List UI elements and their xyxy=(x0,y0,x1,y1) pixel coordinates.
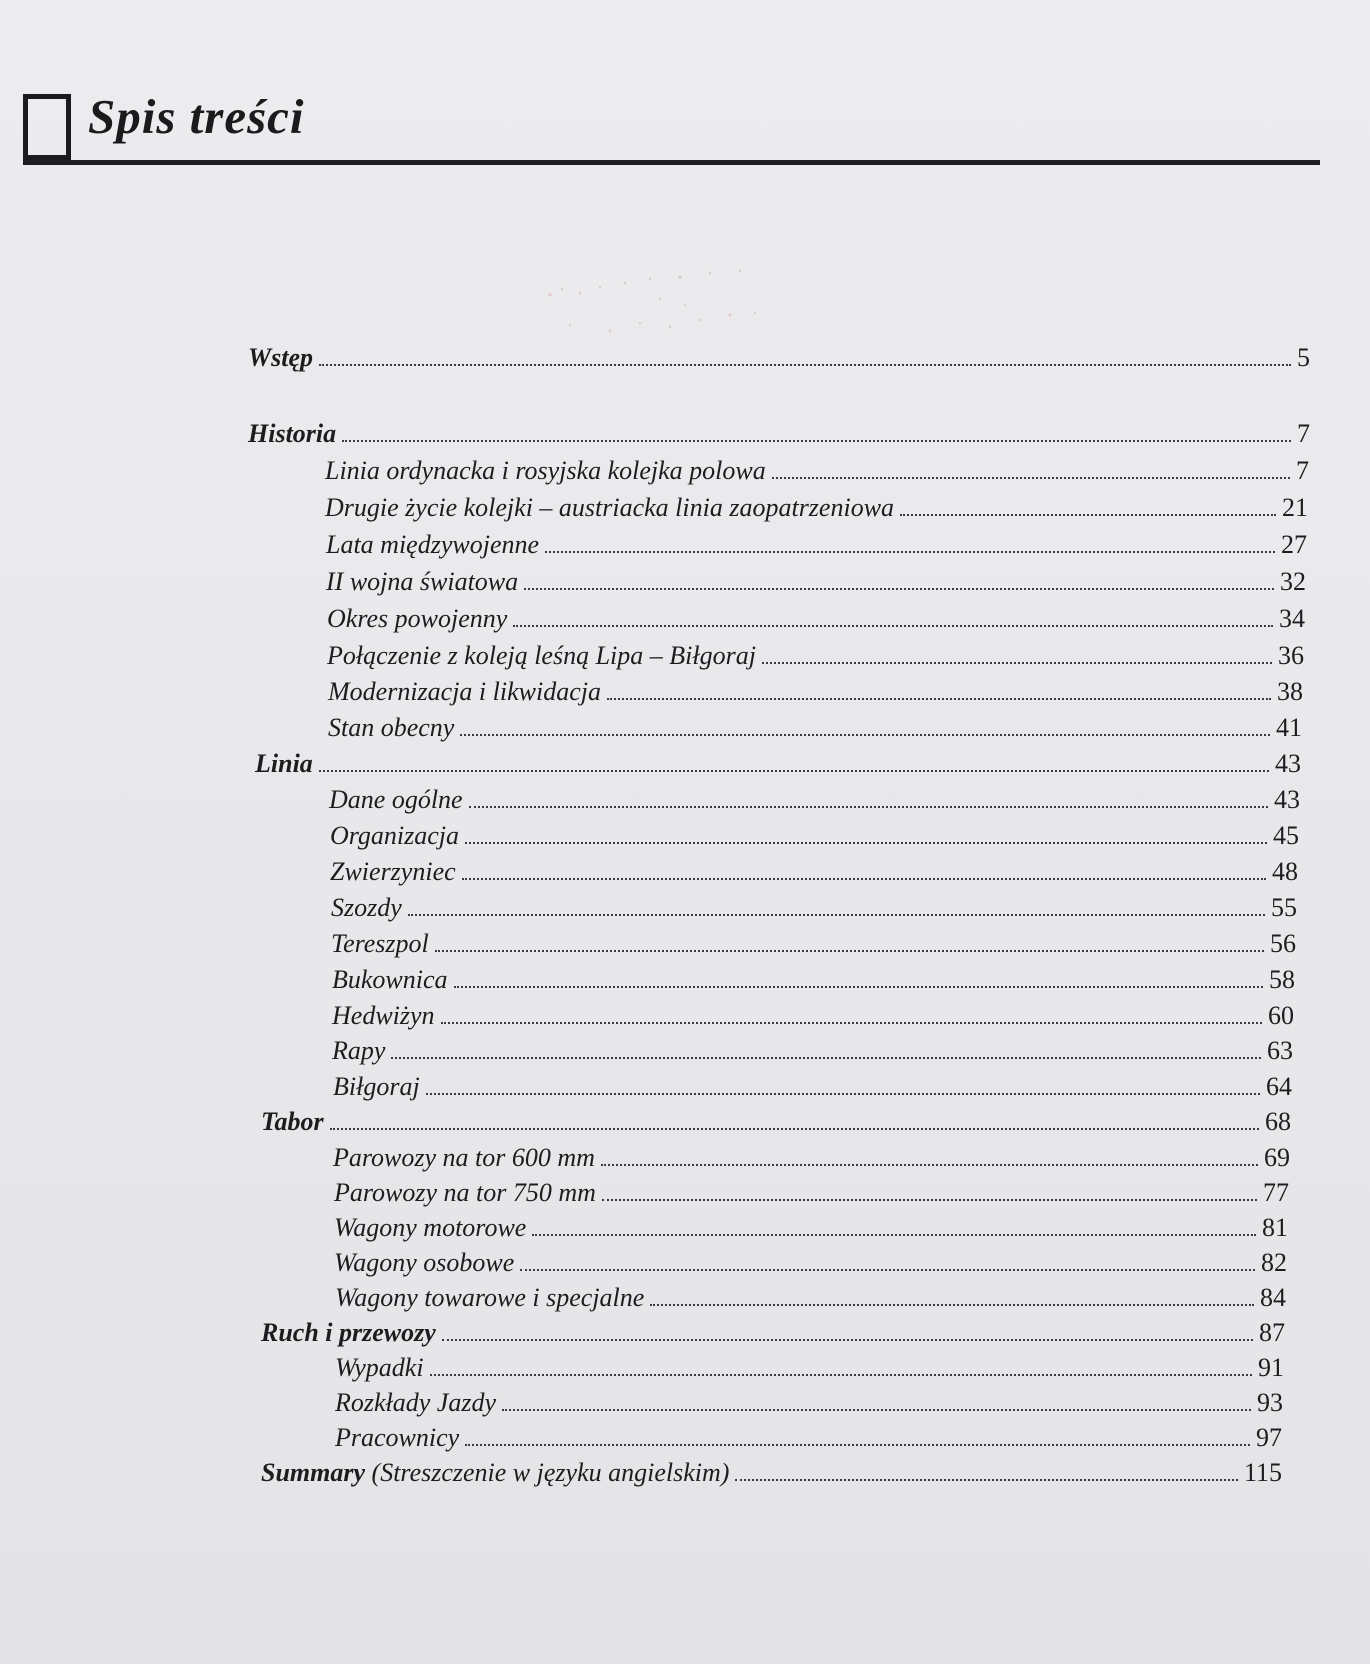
toc-leader-dots xyxy=(602,1199,1257,1201)
toc-leader-dots xyxy=(430,1374,1252,1376)
toc-leader-dots xyxy=(465,1444,1250,1446)
toc-entry-label: Połączenie z koleją leśną Lipa – Biłgoraj xyxy=(327,641,756,670)
toc-entry-label: Okres powojenny xyxy=(327,604,508,633)
toc-entry-page: 64 xyxy=(1266,1072,1292,1101)
toc-leader-dots xyxy=(465,842,1267,844)
toc-entry-page: 48 xyxy=(1272,857,1298,886)
toc-entry-label: Pracownicy xyxy=(335,1423,460,1452)
toc-entry[interactable] xyxy=(329,775,1300,815)
page-title: Spis treści xyxy=(88,89,305,144)
toc-leader-dots xyxy=(442,1339,1253,1341)
toc-entry-label: Tabor xyxy=(261,1107,324,1136)
toc-entry-label: Wstęp xyxy=(248,343,313,372)
toc-entry[interactable] xyxy=(330,847,1298,887)
summary-note: (Streszczenie w języku angielskim) xyxy=(371,1458,730,1487)
toc-entry-page: 7 xyxy=(1296,456,1309,485)
toc-leader-dots xyxy=(426,1093,1260,1095)
toc-entry-page: 45 xyxy=(1273,821,1299,850)
toc-entry-page: 91 xyxy=(1258,1353,1284,1382)
toc-entry-page: 58 xyxy=(1269,965,1295,994)
toc-entry-page: 69 xyxy=(1264,1143,1290,1172)
toc-entry-page: 97 xyxy=(1256,1423,1282,1452)
toc-entry-label: Organizacja xyxy=(330,821,460,850)
toc-entry[interactable] xyxy=(327,631,1304,671)
toc-leader-dots xyxy=(513,625,1273,627)
toc-leader-dots xyxy=(607,698,1271,700)
toc-entry-page: 55 xyxy=(1271,893,1297,922)
toc-entry-label: Rapy xyxy=(332,1036,386,1065)
toc-entry-page: 34 xyxy=(1279,604,1305,633)
toc-entry-label: Rozkłady Jazdy xyxy=(335,1388,497,1417)
toc-entry-label: Parowozy na tor 750 mm xyxy=(334,1178,596,1207)
toc-entry[interactable] xyxy=(335,1343,1284,1383)
toc-entry-label: Modernizacja i likwidacja xyxy=(328,677,601,706)
toc-entry-label: Wagony osobowe xyxy=(334,1248,515,1277)
toc-entry-label: Wagony towarowe i specjalne xyxy=(335,1283,645,1312)
toc-entry-page: 7 xyxy=(1297,419,1310,448)
toc-leader-dots xyxy=(441,1022,1262,1024)
toc-entry-historia[interactable] xyxy=(248,409,1310,449)
toc-entry-label xyxy=(261,1458,733,1488)
toc-leader-dots xyxy=(454,986,1263,988)
toc-entry-page: 87 xyxy=(1259,1318,1285,1347)
toc-entry-page: 38 xyxy=(1277,677,1303,706)
toc-entry-page: 82 xyxy=(1261,1248,1287,1277)
toc-entry[interactable] xyxy=(335,1413,1282,1453)
toc-leader-dots xyxy=(462,878,1266,880)
toc-entry[interactable] xyxy=(334,1238,1287,1278)
toc-entry-summary[interactable] xyxy=(261,1448,1282,1488)
toc-entry-page: 5 xyxy=(1297,343,1310,372)
toc-entry-linia[interactable] xyxy=(255,739,1301,779)
toc-entry-label: Linia xyxy=(255,749,313,778)
toc-leader-dots xyxy=(524,588,1274,590)
toc-leader-dots xyxy=(545,551,1275,553)
toc-leader-dots xyxy=(762,662,1272,664)
toc-entry-page: 32 xyxy=(1280,567,1306,596)
toc-entry[interactable] xyxy=(334,1168,1289,1208)
toc-entry-label: Parowozy na tor 600 mm xyxy=(333,1143,595,1172)
toc-entry-page: 21 xyxy=(1282,493,1308,522)
toc-entry-label: Linia ordynacka i rosyjska kolejka polowa xyxy=(325,456,766,485)
toc-entry-page: 36 xyxy=(1278,641,1304,670)
toc-entry-tabor[interactable] xyxy=(261,1097,1291,1137)
toc-leader-dots xyxy=(900,514,1276,516)
toc-leader-dots xyxy=(435,950,1264,952)
toc-leader-dots xyxy=(735,1479,1238,1481)
toc-entry[interactable] xyxy=(326,557,1306,597)
toc-entry-label: Hedwiżyn xyxy=(332,1001,435,1030)
toc-entry[interactable] xyxy=(332,991,1294,1031)
toc-entry-page: 56 xyxy=(1270,929,1296,958)
toc-entry-label: Biłgoraj xyxy=(333,1072,420,1101)
toc-entry-page: 43 xyxy=(1274,785,1300,814)
toc-entry-label: II wojna światowa xyxy=(326,567,519,596)
toc-entry[interactable] xyxy=(334,1203,1288,1243)
toc-entry-page: 43 xyxy=(1275,749,1301,778)
toc-entry-label: Lata międzywojenne xyxy=(326,530,540,559)
toc-leader-dots xyxy=(460,734,1270,736)
toc-entry-label: Bukownica xyxy=(332,965,448,994)
toc-entry-page: 63 xyxy=(1267,1036,1293,1065)
toc-entry[interactable] xyxy=(331,883,1297,923)
toc-entry[interactable] xyxy=(330,811,1299,851)
toc-entry-page: 60 xyxy=(1268,1001,1294,1030)
toc-entry-page: 93 xyxy=(1257,1388,1283,1417)
toc-entry[interactable] xyxy=(327,594,1305,634)
toc-entry-page: 81 xyxy=(1262,1213,1288,1242)
toc-entry-label: Zwierzyniec xyxy=(330,857,456,886)
toc-leader-dots xyxy=(650,1304,1254,1306)
toc-entry[interactable] xyxy=(335,1273,1286,1313)
toc-entry-label: Wagony motorowe xyxy=(334,1213,527,1242)
toc-leader-dots xyxy=(319,364,1291,366)
toc-entry-page: 68 xyxy=(1265,1107,1291,1136)
toc-entry-page: 115 xyxy=(1243,1458,1282,1487)
summary-label: Summary xyxy=(261,1458,366,1487)
toc-entry-page: 41 xyxy=(1276,713,1302,742)
toc-leader-dots xyxy=(469,806,1268,808)
toc-entry-ruch[interactable] xyxy=(261,1308,1285,1348)
toc-entry[interactable] xyxy=(326,520,1307,560)
toc-entry[interactable] xyxy=(325,446,1309,486)
toc-entry[interactable] xyxy=(332,1026,1293,1066)
toc-entry-label: Szozdy xyxy=(331,893,402,922)
toc-entry-wstep[interactable] xyxy=(248,333,1310,373)
toc-leader-dots xyxy=(772,477,1290,479)
toc-leader-dots xyxy=(330,1128,1259,1130)
toc-entry-label: Historia xyxy=(248,419,337,448)
toc-entry[interactable] xyxy=(333,1133,1290,1173)
toc-leader-dots xyxy=(532,1234,1256,1236)
toc-entry-label: Dane ogólne xyxy=(329,785,463,814)
toc-entry-label: Tereszpol xyxy=(331,929,429,958)
toc-leader-dots xyxy=(391,1057,1261,1059)
toc-leader-dots xyxy=(319,770,1269,772)
toc-entry-label: Wypadki xyxy=(335,1353,424,1382)
toc-entry[interactable] xyxy=(328,703,1302,743)
toc-entry-label: Stan obecny xyxy=(328,713,455,742)
toc-leader-dots xyxy=(408,914,1265,916)
toc-entry-page: 84 xyxy=(1260,1283,1286,1312)
toc-entry-label: Drugie życie kolejki – austriacka linia zaopatrzeniowa xyxy=(325,493,895,522)
toc-entry[interactable] xyxy=(325,483,1308,523)
toc-entry[interactable] xyxy=(328,667,1303,707)
toc-leader-dots xyxy=(342,440,1291,442)
toc-entry[interactable] xyxy=(332,955,1295,995)
toc-entry[interactable] xyxy=(333,1062,1292,1102)
toc-entry-page: 77 xyxy=(1263,1178,1289,1207)
toc-leader-dots xyxy=(502,1409,1251,1411)
toc-entry-page: 27 xyxy=(1281,530,1307,559)
toc-leader-dots xyxy=(520,1269,1255,1271)
toc-entry-label: Ruch i przewozy xyxy=(261,1318,436,1347)
toc-entry[interactable] xyxy=(331,919,1296,959)
toc-leader-dots xyxy=(601,1164,1258,1166)
toc-entry[interactable] xyxy=(335,1378,1283,1418)
